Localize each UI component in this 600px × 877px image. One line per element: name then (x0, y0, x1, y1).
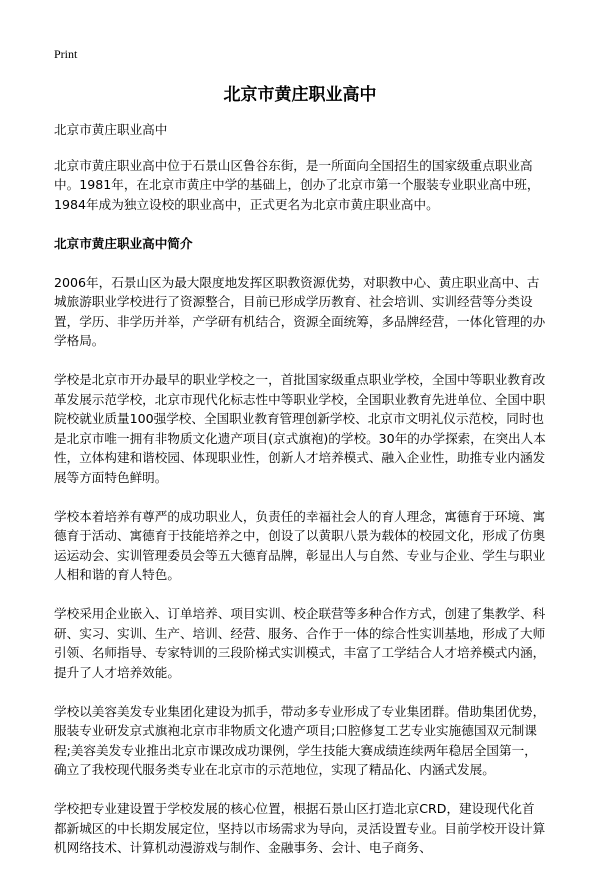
body-paragraph: 学校把专业建设置于学校发展的核心位置，根据石景山区打造北京CRD，建设现代化首都新城区的中长期发展定位，坚持以市场需求为导向，灵活设置专业。目前学校开设计算机网络技术、计算机动漫游戏与制作、金融事务、会计、电子商务、 (54, 801, 546, 855)
document-body (54, 120, 546, 877)
section-heading: 北京市黄庄职业高中简介 (54, 235, 193, 251)
intro-paragraph: 北京市黄庄职业高中位于石景山区鲁谷东街，是一所面向全国招生的国家级重点职业高中。1981年，在北京市黄庄中学的基础上，创办了北京市第一个服装专业职业高中班，1984年成为独立设校的职业高中，正式更名为北京市黄庄职业高中。 (54, 157, 540, 212)
body-paragraph: 学校是北京市开办最早的职业学校之一，首批国家级重点职业学校，全国中等职业教育改革发展示范学校，北京市现代化标志性中等职业学校，全国职业教育先进单位、全国中职院校就业质量100强学校、全国职业教育管理创新学校、北京市文明礼仪示范校，同时也是北京市唯一拥有非物质文化遗产项目(京式旗袍)的学校。30年的办学探索，在突出人本性，立体构建和谐校园、体现职业性，创新人才培养模式、融入企业性，助推专业内涵发展等方面特色鲜明。 (54, 372, 546, 485)
body-paragraph: 学校本着培养有尊严的成功职业人，负责任的幸福社会人的育人理念，寓德育于环境、寓德育于活动、寓德育于技能培养之中，创设了以黄职八景为载体的校园文化，形成了仿奥运运动会、实训管理委员会等五大德育品牌，彰显出人与自然、专业与企业、学生与职业人相和谐的育人特色。 (54, 508, 546, 582)
body-paragraph: 学校以美容美发专业集团化建设为抓手，带动多专业形成了专业集团群。借助集团优势，服装专业研发京式旗袍北京市非物质文化遗产项目;口腔修复工艺专业实施德国双元制课程;美容美发专业推出北京市课改成功课例，学生技能大赛成绩连续两年稳居全国第一，确立了我校现代服务类专业在北京市的示范地位，实现了精品化、内涵式发展。 (54, 703, 546, 777)
document-title: 北京市黄庄职业高中 (223, 85, 377, 105)
print-link[interactable]: Print (54, 47, 78, 61)
body-paragraph: 学校采用企业嵌入、订单培养、项目实训、校企联营等多种合作方式，创建了集教学、科研、实习、实训、生产、培训、经营、服务、合作于一体的综合性实训基地，形成了大师引领、名师指导、专家特训的三段阶梯式实训模式，丰富了工学结合人才培养模式内涵，提升了人才培养效能。 (54, 606, 546, 680)
body-paragraph: 2006年，石景山区为最大限度地发挥区职教资源优势，对职教中心、黄庄职业高中、古城旅游职业学校进行了资源整合，目前已形成学历教育、社会培训、实训经营等分类设置，学历、非学历并举，产学研有机结合，资源全面统筹，多品牌经营，一体化管理的办学格局。 (54, 274, 546, 348)
document-subtitle: 北京市黄庄职业高中 (54, 122, 168, 137)
